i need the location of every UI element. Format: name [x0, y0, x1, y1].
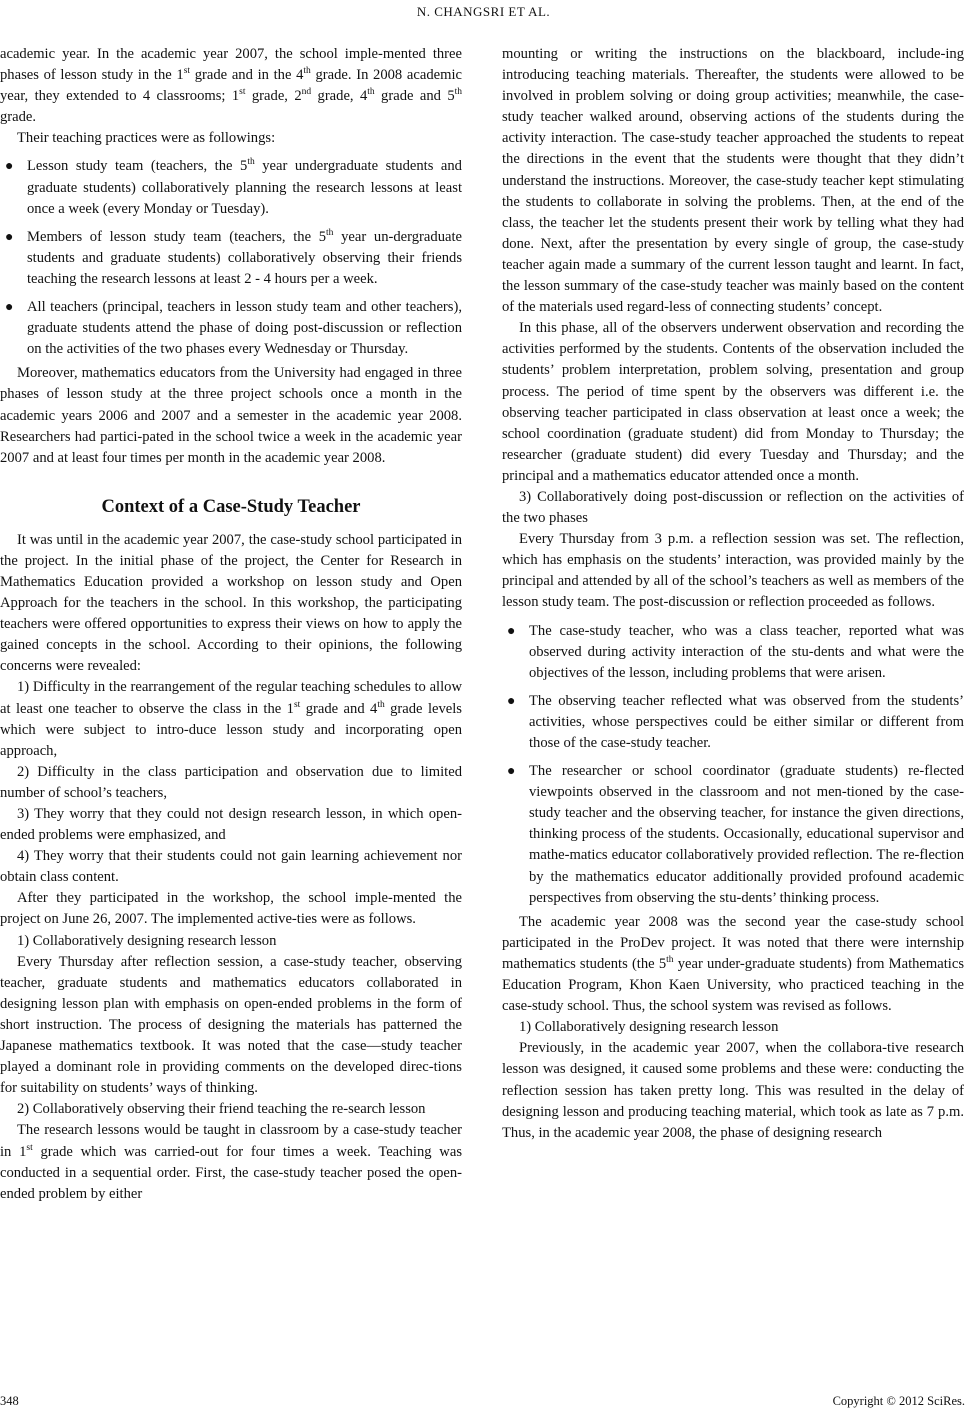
paragraph: The academic year 2008 was the second year the case-study school participated in the ProDev project. It was noted that there were internship mathematics students (the 5th year under-graduate students) from Mathematics Education Program, Khon Kaen University, who practiced teaching in the case-study school. Thus, the school system was revised as follows. [502, 913, 964, 1015]
paragraph: mounting or writing the instructions on the blackboard, include-ing introducing teaching materials. Thereafter, the students were allowed to be involved in problem solving or doing group activities; meanwhile, the case-study teacher walked around, observing actions of the students during the activity interaction. The case-study teacher approached the students to repeat the directions in the event that the students were thought that they didn’t understand the instructions. Moreover, the case-study teacher kept stimulating the students to collaborate in solving the problems. Then, at the end of the class, the teacher let the students present their work by telling what they had done. Next, after the presentation by every single of group, the case-study teacher again made a summary of the current lesson taught and learnt. In fact, the lesson summary of the case-study teacher was mainly based on the content of the materials used regard-less of connecting students’ concept. [502, 46, 964, 316]
paragraph: It was until in the academic year 2007, the case-study school participated in the project. In the initial phase of the project, the Center for Research in Mathematics Education provided a workshop on lesson study and Open Approach for the teachers in the school. In this workshop, the participating teachers were offered opportunities to express their views on how to apply the gained concepts in the school. According to their opinions, the following concerns were revealed: [0, 531, 462, 675]
bullet-icon: ● [5, 229, 14, 245]
paragraph: 2) Difficulty in the class participation and observation due to limited number of school’s teachers, [0, 763, 462, 801]
subsection-label: 1) Collaboratively designing research lesson [17, 932, 277, 949]
bullet-item: ● The case-study teacher, who was a class teacher, reported what was observed during activity interaction of the stu-dents and what were the objectives of the lesson, including problems that were arisen. [507, 622, 964, 681]
paragraph: academic year. In the academic year 2007, the school imple-mented three phases of lesson study in the 1st grade and in the 4th grade. In 2008 academic year, they extended to 4 classrooms; 1st grade, 2nd grade, 4th grade and 5th grade. [0, 46, 463, 126]
bullet-icon: ● [507, 764, 516, 780]
paragraph: 4) They worry that their students could not gain learning achievement nor obtain class content. [0, 848, 462, 886]
paragraph: Moreover, mathematics educators from the University had engaged in three phases of lesson study at the three project schools once a month in the academic years 2006 and 2007 and a semester in the academic year 2008. Researchers had partici-pated in the school twice a week in the academic year 2007 and at least four times per month in the academic year 2008. [0, 365, 462, 466]
paragraph: After they participated in the workshop, the school imple-mented the project on June 26, 2007. The implemented active-ties were as follows. [0, 890, 462, 928]
paragraph: Previously, in the academic year 2007, when the collabora-tive research lesson was designed, it caused some problems and these were: conducting the reflection session has taken pretty long. This was resulted in the delay of designing lesson and producing teaching material, which took as late as 7 p.m. Thus, in the academic year 2008, the phase of designing research [502, 1040, 964, 1141]
bullet-item: ● The researcher or school coordinator (graduate students) re-flected viewpoints observed in the classroom and not men-tioned by the case-study teacher and the observing teacher, for instance the given directions, thinking process of the students. Occasionally, educational supervisor and mathe-matics educator collaboratively provided reflection. The re-flection by the mathematics educator additionally provided profound academic perspectives from observing the stu-dents’ thinking process. [507, 763, 964, 906]
paragraph: 3) They worry that they could not design research lesson, in which open-ended problems were emphasized, and [0, 806, 462, 844]
right-column [502, 44, 964, 1144]
paragraph: In this phase, all of the observers underwent observation and recording the activities performed by the students. Contents of the observation included the students’ problem interpretation, problem solving, presentation and group process. The period of time spent by the observers was different i.e. the observing teacher participated in class observation at least once a week; the school coordination (graduate student) did from Monday to Thursday; the researcher (graduate student) did every Tuesday and Thursday; and the principal and a mathematics educator attended once a month. [502, 320, 964, 484]
running-head: N. CHANGSRI ET AL. [416, 4, 551, 19]
paragraph: Every Thursday from 3 p.m. a reflection session was set. The reflection, which has emphasis on the students’ interaction, was provided mainly by the principal and attended by all of the school’s teachers as well as members of the lesson study team. The post-discussion or reflection proceeded as follows. [502, 531, 964, 611]
bullet-item: ● Members of lesson study team (teachers, the 5th year un-dergraduate students and graduate students) collaboratively observing their friends teaching the research lessons at least 2 - 4 hours per a week. [5, 227, 462, 287]
copyright-notice: Copyright © 2012 SciRes. [832, 1394, 965, 1408]
subsection-label: 2) Collaboratively observing their friend teaching the re-search lesson [17, 1101, 426, 1118]
subsection-label: 1) Collaboratively designing research lesson [519, 1019, 779, 1036]
paragraph: 1) Difficulty in the rearrangement of the regular teaching schedules to allow at least one teacher to observe the class in the 1st grade and 4th grade levels which were subject to intro-duce lesson study and incorporating open approach, [0, 679, 462, 759]
page-number: 348 [0, 1394, 19, 1408]
bullet-icon: ● [5, 159, 14, 175]
paragraph: Their teaching practices were as followings: [17, 130, 276, 147]
subsection-label: 3) Collaboratively doing post-discussion or reflection on the activities of the two phases [502, 488, 964, 527]
bullet-icon: ● [507, 693, 516, 709]
paragraph: Every Thursday after reflection session, a case-study teacher, observing teacher, graduate students and mathematics educators collaborated in designing lesson plan with emphasis on open-ended problems in the form of short instruction. The process of designing the materials has patterned the Japanese mathematics textbook. It was noted that the case—study teacher played a dominant role in providing comments on the developed direc-tions for suitability on students’ ways of thinking. [0, 953, 462, 1097]
section-heading: Context of a Case-Study Teacher [101, 496, 361, 517]
bullet-icon: ● [507, 623, 516, 639]
bullet-icon: ● [5, 300, 14, 316]
bullet-item: ● All teachers (principal, teachers in lesson study team and other teachers), graduate students attend the phase of doing post-discussion or reflection on the activities of the two phases every Wednesday or Thursday. [5, 299, 462, 358]
bullet-item: ● Lesson study team (teachers, the 5th year undergraduate students and graduate students) collaboratively planning the research lessons at least once a week (every Monday or Tuesday). [5, 157, 462, 217]
left-column [0, 44, 462, 1205]
paragraph: The research lessons would be taught in classroom by a case-study teacher in 1st grade which was carried-out for four times a week. Teaching was conducted in a sequential order. First, the case-study teacher posed the open-ended problem by either [0, 1122, 463, 1202]
bullet-item: ● The observing teacher reflected what was observed from the students’ activities, whose perspectives could be either similar or different from those of the case-study teacher. [507, 692, 964, 751]
